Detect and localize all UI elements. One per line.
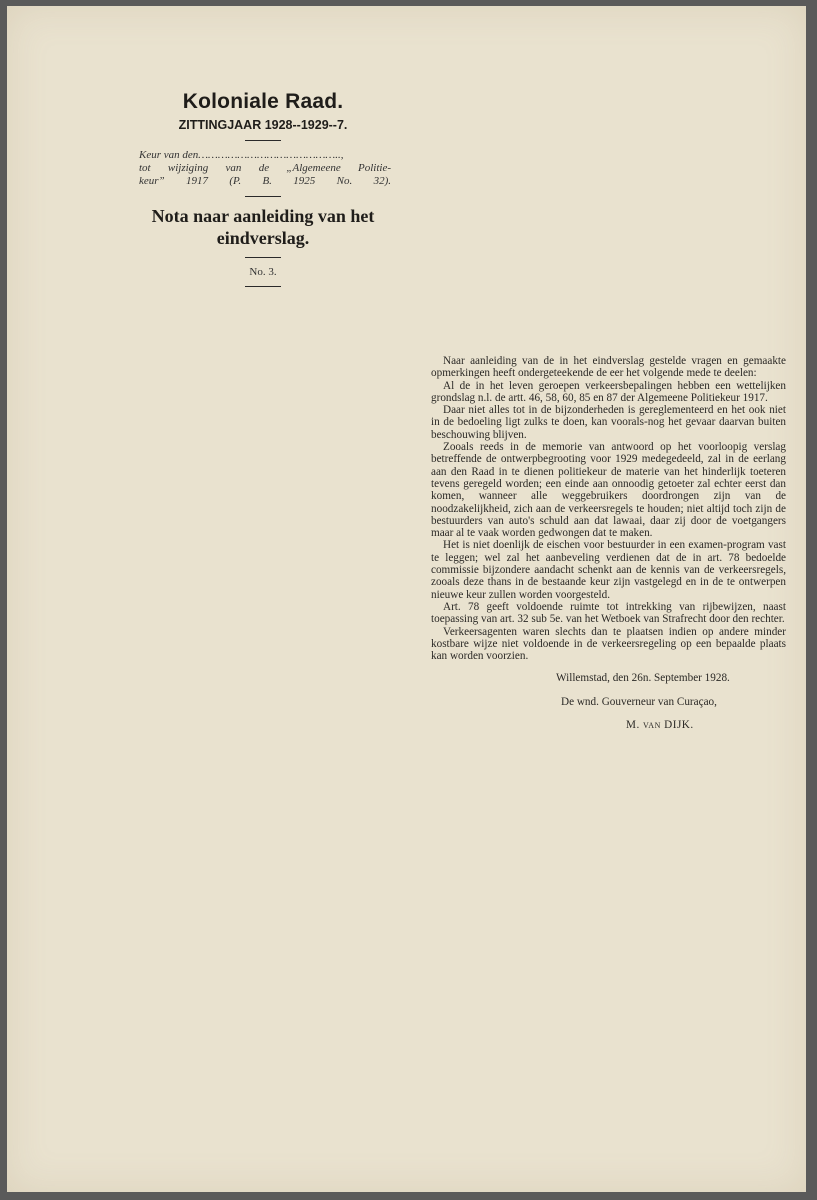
signatory-surname: DIJK. <box>664 719 694 732</box>
subject-line-1: Keur van den…………………………………….., <box>139 149 344 161</box>
body-paragraph: Daar niet alles tot in de bijzonderheden is gereglementeerd en het ook niet in de bedoeling ligt zulks te doen, kan voorals-nog het gevaar daarvan buiten beschouwing blijven. <box>431 404 786 441</box>
nota-body <box>431 355 786 731</box>
signatory-role: De wnd. Gouverneur van Curaçao, <box>561 695 717 708</box>
divider <box>245 140 281 141</box>
body-paragraph: Zooals reeds in de memorie van antwoord op het voorloopig verslag betreffende de ontwerpbegrooting voor 1929 medegedeeld, zal in de eerlang aan den Raad in te dienen politiekeur de materie van het hinderlijk toeteren tevens geregeld worden; een einde aan onnoodig getoeter zal echter eerst dan komen, wanneer alle weggebruikers doordrongen zijn van de noodzakelijkheid, zich aan de verkeersregels te houden; niet altijd toch zijn de bestuurders van auto's schuld aan dat lawaai, daar zij door de voetgangers maar al te vaak worden gedwongen dat te maken. <box>431 441 786 540</box>
session-year: ZITTINGJAAR 1928--1929--7. <box>178 118 348 132</box>
body-paragraph: Al de in het leven geroepen verkeersbepalingen hebben een wettelijken grondslag n.l. de artt. 46, 58, 60, 85 en 87 der Algemeene Politiekeur 1917. <box>431 379 786 404</box>
nota-title: Nota naar aanleiding van het eindverslag. <box>151 206 375 248</box>
subject-text <box>132 149 394 188</box>
body-paragraph: Naar aanleiding van de in het eindverslag gestelde vragen en gemaakte opmerkingen heeft ondergeteekende de eer het volgende mede te deelen: <box>431 355 786 380</box>
signature-block <box>431 672 786 731</box>
body-paragraph: Verkeersagenten waren slechts dan te plaatsen indien op andere minder kostbare wijze niet voldoende in de verkeersregeling op een bepaalde plaats kan worden voorzien. <box>431 625 786 663</box>
document-number: No. 3. <box>249 266 277 278</box>
subject-line-3: keur” 1917 (P. B. 1925 No. 32). <box>139 175 391 187</box>
divider <box>245 196 281 197</box>
divider <box>245 286 281 287</box>
document-page <box>7 6 806 1192</box>
signatory-initial: M. van <box>626 719 661 732</box>
place-date: Willemstad, den 26n. September 1928. <box>556 672 730 685</box>
body-paragraph: Het is niet doenlijk de eischen voor bestuurder in een examen-program vast te leggen; wel zal het aanbeveling verdienen dat de in art. 78 bedoelde commissie bijzondere aandacht schenkt aan de kennis van de verkeersregels, zooals deze thans in de bestaande keur zijn vastgelegd en in de te ontwerpen nieuwe keur zullen worden voorgesteld. <box>431 539 786 601</box>
subject-line-2: tot wijziging van de „Algemeene Politie- <box>139 162 391 174</box>
document-header <box>132 90 394 295</box>
council-title: Koloniale Raad. <box>182 90 344 113</box>
divider <box>245 257 281 258</box>
signatory-name <box>431 719 786 731</box>
body-paragraph: Art. 78 geeft voldoende ruimte tot intrekking van rijbewijzen, naast toepassing van art. 32 sub 5e. van het Wetboek van Strafrecht door den rechter. <box>431 600 786 626</box>
